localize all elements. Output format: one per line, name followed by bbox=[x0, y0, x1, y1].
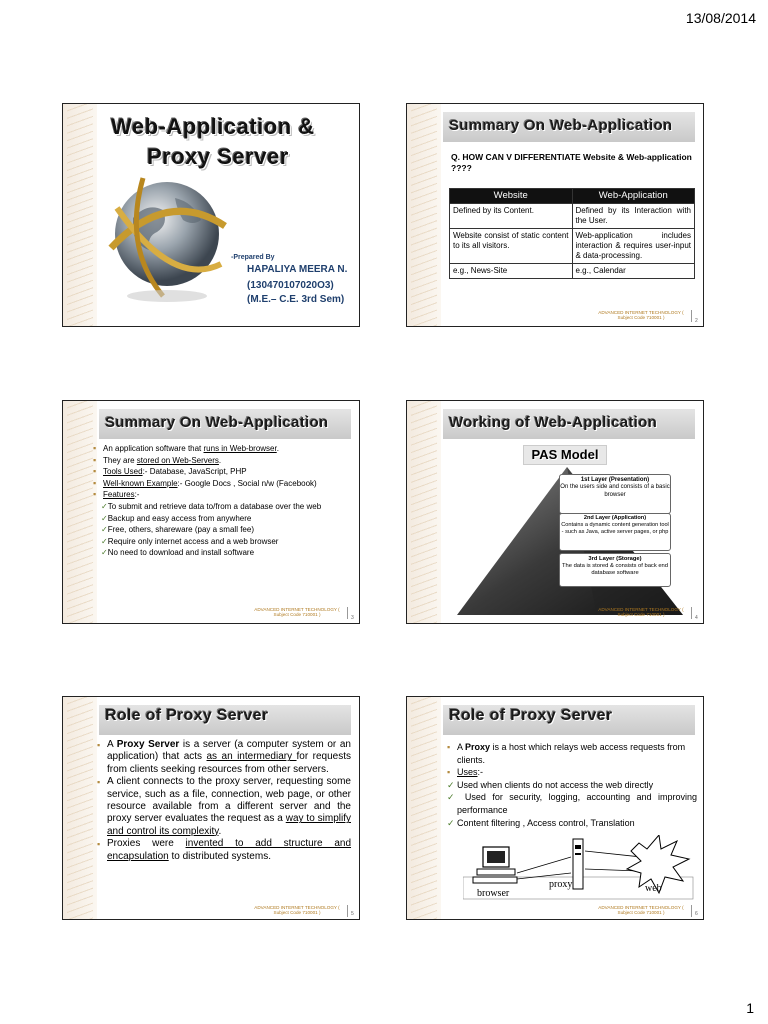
list-item: ▪ Uses:- bbox=[447, 766, 697, 779]
proxy-label: proxy bbox=[549, 879, 573, 890]
list-item: ✓To submit and retrieve data to/from a database over the web bbox=[101, 501, 322, 511]
layer-desc: On the users side and consists of a basic browser bbox=[560, 484, 670, 498]
check-icon: ✓ bbox=[447, 817, 458, 828]
slide-title-line1: Web-Application & bbox=[111, 114, 315, 139]
table-cell: Defined by its Interaction with the User. bbox=[572, 204, 695, 229]
course-info: (M.E.– C.E. 3rd Sem) bbox=[247, 294, 345, 305]
slide-body bbox=[97, 739, 351, 863]
table-cell: Web-application includes interaction & requires user-input & data-processing. bbox=[572, 229, 695, 264]
slide-title: Summary On Web-Application bbox=[105, 414, 329, 431]
question-text: Q. HOW CAN V DIFFERENTIATE Website & Web-application ???? bbox=[451, 152, 692, 173]
slide-number: 5 bbox=[351, 911, 354, 917]
slide-body bbox=[447, 741, 697, 829]
slide-number: 2 bbox=[695, 318, 698, 324]
web-label: web bbox=[645, 883, 662, 894]
page-number: 1 bbox=[746, 1000, 754, 1016]
server-icon bbox=[573, 839, 583, 889]
slide-title: Working of Web-Application bbox=[449, 414, 658, 431]
list-item: ✓ Content filtering , Access control, Translation bbox=[447, 817, 635, 828]
check-icon: ✓ bbox=[101, 525, 108, 535]
check-icon: ✓ bbox=[101, 513, 108, 523]
slide-title: Role of Proxy Server bbox=[105, 707, 269, 724]
slide-number: 6 bbox=[695, 911, 698, 917]
table-cell: Defined by its Content. bbox=[450, 204, 573, 229]
table-cell: e.g., Calendar bbox=[572, 264, 695, 279]
slide-1 bbox=[62, 103, 360, 327]
list-item: ▪ Tools Used:- Database, JavaScript, PHP bbox=[93, 466, 353, 478]
layer-name: 1st Layer (Presentation) bbox=[580, 477, 650, 483]
layer-box-presentation bbox=[559, 474, 671, 514]
prepared-by: -Prepared By bbox=[231, 254, 275, 261]
check-icon: ✓ bbox=[101, 548, 108, 558]
list-item: ▪ Proxies were invented to add structure and encapsulation to distributed systems. bbox=[97, 838, 351, 863]
slide-body bbox=[93, 443, 353, 559]
slide-footer: ADVANCED INTERNET TECHNOLOGY ( Subject Code 710001 ) bbox=[598, 905, 684, 916]
model-label: PAS Model bbox=[523, 445, 607, 465]
list-item: ✓ Used for security, logging, accounting and improving performance bbox=[447, 792, 697, 815]
layer-name: 3rd Layer (Storage) bbox=[588, 556, 642, 562]
list-item: ▪ An application software that runs in Web-browser. bbox=[93, 443, 353, 455]
slide-3 bbox=[62, 400, 360, 624]
layer-box-application bbox=[559, 513, 671, 551]
browser-label: browser bbox=[477, 888, 510, 899]
slide-footer: ADVANCED INTERNET TECHNOLOGY ( Subject Code 710001 ) bbox=[598, 607, 684, 618]
comparison-table bbox=[449, 188, 695, 279]
check-icon: ✓ bbox=[101, 536, 108, 546]
list-item: ✓ Used when clients do not access the web directly bbox=[447, 779, 654, 790]
layer-desc: Contains a dynamic content generation tool - such as Java, active server pages, or php bbox=[561, 522, 669, 535]
table-header: Web-Application bbox=[572, 189, 695, 204]
list-item: ▪ Well-known Example:- Google Docs , Social n/w (Facebook) bbox=[93, 478, 353, 490]
globe-image bbox=[103, 168, 231, 308]
list-item: ✓Backup and easy access from anywhere bbox=[101, 513, 252, 523]
list-item: ✓No need to download and install software bbox=[101, 548, 255, 558]
layer-name: 2nd Layer (Application) bbox=[583, 515, 647, 521]
check-icon: ✓ bbox=[101, 501, 108, 511]
layer-box-storage bbox=[559, 553, 671, 587]
slide-title: Summary On Web-Application bbox=[449, 117, 673, 134]
check-icon: ✓ bbox=[447, 779, 458, 790]
computer-icon bbox=[473, 847, 517, 883]
slide-6 bbox=[406, 696, 704, 920]
slide-number: 4 bbox=[695, 615, 698, 621]
list-item: ✓Require only internet access and a web browser bbox=[101, 536, 279, 546]
slide-title: Role of Proxy Server bbox=[449, 707, 613, 724]
slide-footer: ADVANCED INTERNET TECHNOLOGY ( Subject Code 710001 ) bbox=[254, 905, 340, 916]
list-item: ▪ They are stored on Web-Servers. bbox=[93, 455, 353, 467]
table-row bbox=[450, 264, 695, 279]
table-cell: e.g., News-Site bbox=[450, 264, 573, 279]
slide-5 bbox=[62, 696, 360, 920]
check-icon: ✓ bbox=[447, 792, 465, 803]
layer-desc: The data is stored & consists of back end database software bbox=[561, 563, 668, 577]
slide-title-line2: Proxy Server bbox=[147, 144, 289, 169]
slide-footer: ADVANCED INTERNET TECHNOLOGY ( Subject Code 710001 ) bbox=[598, 310, 684, 321]
list-item: ▪ A Proxy Server is a server (a computer system or an application) that acts as an intermediary for requests from clients seeking resources from other servers. bbox=[97, 739, 351, 776]
table-row bbox=[450, 229, 695, 264]
list-item: ▪ Features:- bbox=[93, 489, 353, 501]
list-item: ▪ A Proxy is a host which relays web access requests from clients. bbox=[447, 741, 697, 766]
slide-2 bbox=[406, 103, 704, 327]
page-date: 13/08/2014 bbox=[685, 10, 756, 26]
table-cell: Website consist of static content to its all visitors. bbox=[450, 229, 573, 264]
list-item: ✓Free, others, shareware (pay a small fee) bbox=[101, 525, 254, 535]
table-header: Website bbox=[450, 189, 573, 204]
slide-footer: ADVANCED INTERNET TECHNOLOGY ( Subject Code 710001 ) bbox=[254, 607, 340, 618]
list-item: ▪ A client connects to the proxy server, requesting some service, such as a file, connection, web page, or other resource available from a different server and the proxy server evaluates the request as a way to simplify and control its complexity. bbox=[97, 776, 351, 838]
slide-4 bbox=[406, 400, 704, 624]
feature-list bbox=[93, 501, 353, 559]
author-name: HAPALIYA MEERA N. bbox=[247, 264, 348, 275]
slide-number: 3 bbox=[351, 615, 354, 621]
table-row bbox=[450, 204, 695, 229]
enrollment-number: (130470107020O3) bbox=[247, 280, 334, 291]
